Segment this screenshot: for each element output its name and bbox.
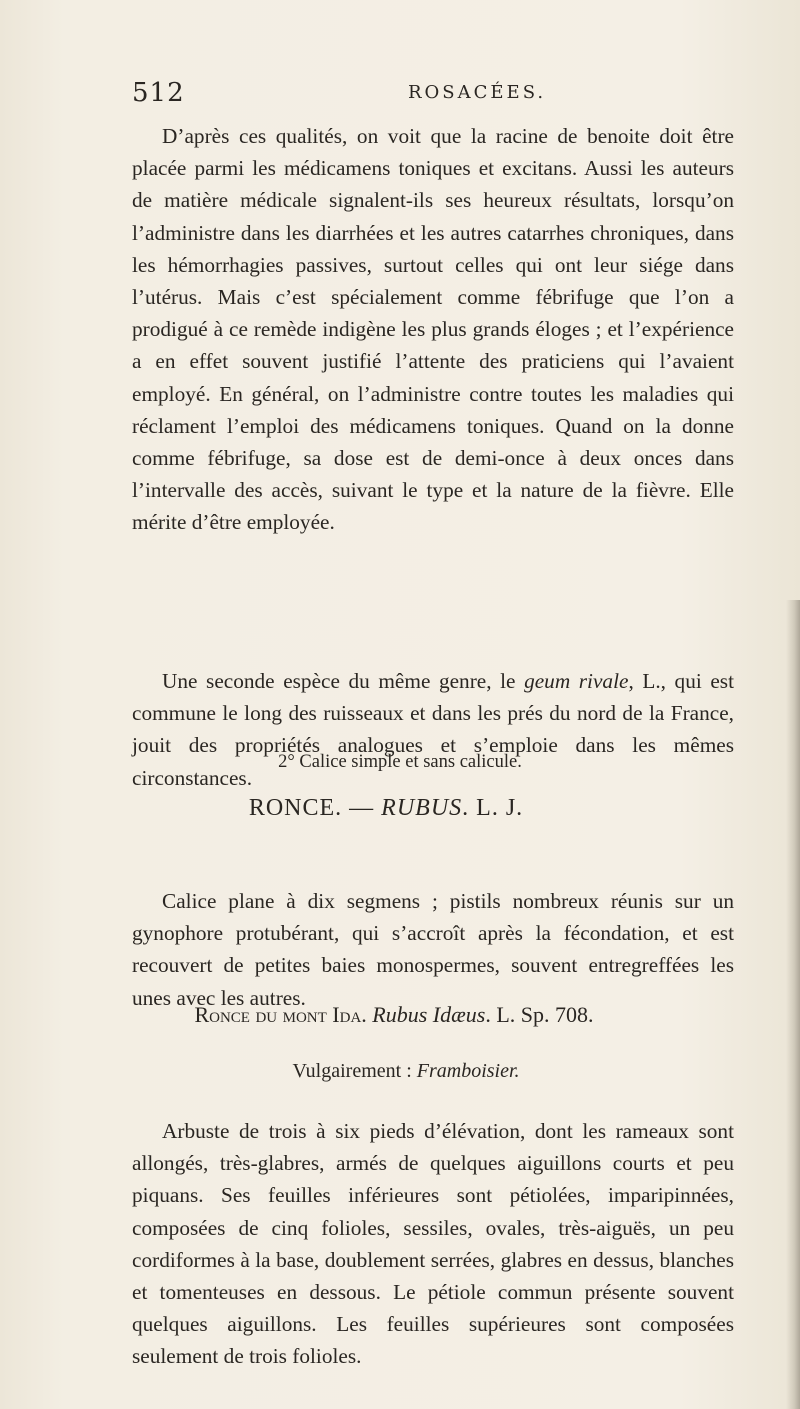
species-latin-name: Rubus Idæus xyxy=(372,1002,486,1027)
vulgar-name-line xyxy=(6,1060,800,1083)
species-common-name: Ronce du mont Ida. xyxy=(194,1002,367,1027)
page-header xyxy=(132,78,732,108)
genus-heading xyxy=(0,795,786,822)
p2-text-before: Une seconde espèce du même genre, le xyxy=(162,669,525,693)
genus-authority: . L. J. xyxy=(462,795,524,821)
section-subtitle: 2° Calice simple et sans calicule. xyxy=(278,752,522,772)
vulgar-label: Vulgairement : xyxy=(292,1060,417,1082)
paragraph-genus-description: Calice plane à dix segmens ; pistils nombreux réunis sur un gynophore protubérant, qui s’accroît après la fécondation, et est recouvert de petites baies monospermes, souvent entregreffées les unes avec les autres. xyxy=(132,889,734,1010)
page-number: 512 xyxy=(132,78,185,108)
genus-name: RONCE. — xyxy=(248,795,382,821)
p2-italic-species: geum rivale xyxy=(524,669,629,693)
species-heading xyxy=(0,1002,794,1028)
p2-text-after: , L., qui est commune le long des ruisseaux et dans les prés du nord de la France, jouit des propriétés analogues et s’emploie dans les mêmes circonstances. xyxy=(132,669,734,790)
species-reference: . L. Sp. 708. xyxy=(485,1002,594,1027)
genus-latin: RUBUS xyxy=(381,795,463,821)
running-head: ROSACÉES. xyxy=(408,82,547,103)
paragraph-species-description: Arbuste de trois à six pieds d’élévation, dont les rameaux sont allongés, très-glabres, armés de quelques aiguillons courts et peu piquans. Ses feuilles inférieures sont pétiolées, imparipinnées, composées de cinq folioles, sessiles, ovales, très-aiguës, un peu cordiformes à la base, doublement serrées, glabres en dessus, blanches et tomenteuses en dessous. Le pétiole commun présente souvent quelques aiguillons. Les feuilles supérieures sont composées seulement de trois folioles. xyxy=(132,1119,734,1369)
paragraph-benoite-uses: D’après ces qualités, on voit que la racine de benoite doit être placée parmi les médicamens toniques et excitans. Aussi les auteurs de matière médicale signalent-ils ses heureux résultats, lorsqu’on l’administre dans les diarrhées et les autres catarrhes chroniques, dans les hémorrhagies passives, surtout celles qui ont leur siége dans l’utérus. Mais c’est spécialement comme fébrifuge que l’on a prodigué à ce remède indigène les plus grands éloges ; et l’expérience a en effet souvent justifié l’attente des praticiens qui l’avaient employé. En général, on l’administre contre toutes les maladies qui réclament l’emploi des médicamens toniques. Quand on la donne comme fébrifuge, sa dose est de demi-once à deux onces dans l’intervalle des accès, suivant le type et la nature de la fièvre. Elle mérite d’être employée. xyxy=(132,124,734,535)
paragraph-geum-rivale xyxy=(132,665,734,794)
vulgar-name: Framboisier. xyxy=(416,1060,520,1082)
